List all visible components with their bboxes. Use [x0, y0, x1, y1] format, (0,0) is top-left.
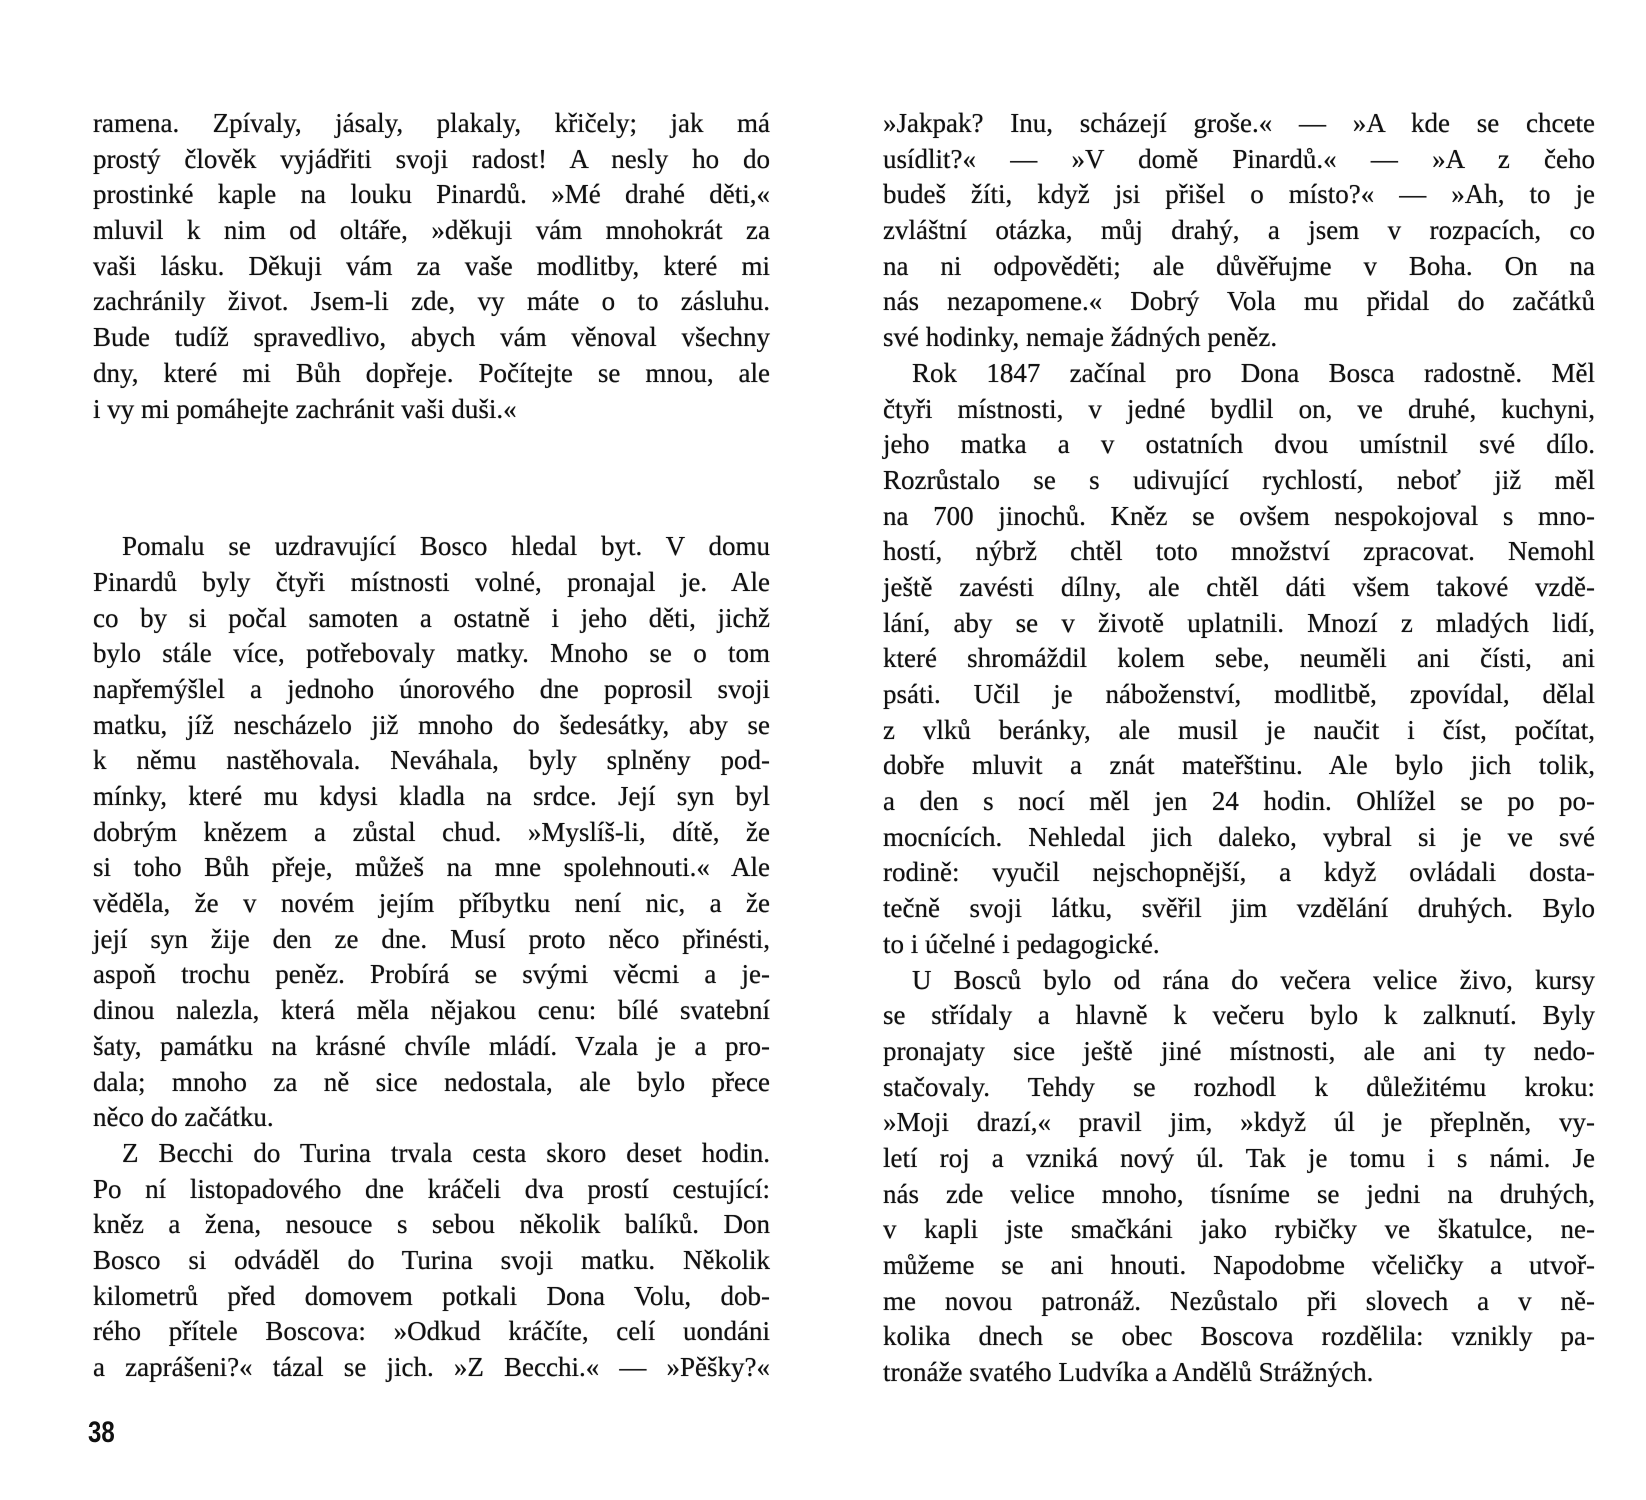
text-line: napřemýšlel a jednoho únorového dne poprosil svoji — [93, 673, 770, 704]
text-line: na ni odpověděti; ale důvěřujme v Boha. On na — [883, 250, 1595, 281]
text-line: v kapli jste smačkáni jako rybičky ve škatulce, ne- — [883, 1214, 1595, 1245]
text-line: rého přítele Boscova: »Odkud kráčíte, celí uondáni — [93, 1316, 770, 1347]
text-line: me novou patronáž. Nezůstalo při slovech a v ně- — [883, 1285, 1595, 1316]
text-line: kolika dnech se obec Boscova rozdělila: vznikly pa- — [883, 1321, 1595, 1352]
text-line: kněz a žena, nesouce s sebou několik balíků. Don — [93, 1209, 770, 1240]
text-line: mínky, které mu kdysi kladla na srdce. Její syn byl — [93, 781, 770, 811]
text-line: ramena. Zpívaly, jásaly, plakaly, křičely; jak má — [93, 108, 770, 138]
text-line: letí roj a vzniká nový úl. Tak je tomu i s námi. Je — [883, 1142, 1595, 1173]
paragraph — [883, 963, 1595, 1391]
text-line: prostinké kaple na louku Pinardů. »Mé drahé děti,« — [93, 179, 770, 210]
paragraph — [93, 529, 770, 1136]
text-line: dobrým knězem a zůstal chud. »Myslíš-li, dítě, že — [93, 816, 770, 847]
paragraph — [93, 106, 770, 427]
text-line: Pinardů byly čtyři místnosti volné, pronajal je. Ale — [93, 566, 770, 597]
text-line: »Jakpak? Inu, scházejí groše.« — »A kde se chcete — [883, 108, 1595, 138]
text-line: aspoň trochu peněz. Probírá se svými věcmi a je- — [93, 959, 770, 990]
text-line: mluvil k nim od oltáře, »děkuji vám mnohokrát za — [93, 215, 770, 246]
paragraph — [93, 1136, 770, 1386]
text-line: tečně svoji látku, svěřil jim vzdělání druhých. Bylo — [883, 893, 1595, 924]
text-line: ještě zavésti dílny, ale chtěl dáti všem takové vzdě- — [883, 571, 1595, 602]
text-line: nás nezapomene.« Dobrý Vola mu přidal do začátků — [883, 286, 1595, 317]
text-line: své hodinky, nemaje žádných peněz. — [883, 322, 1278, 353]
text-line: dobře mluvit a znát mateřštinu. Ale bylo jich tolik, — [883, 750, 1595, 781]
text-line: něco do začátku. — [93, 1102, 274, 1133]
text-line: zachránily život. Jsem-li zde, vy máte o to zásluhu. — [93, 286, 770, 317]
right-page-text — [883, 106, 1595, 1391]
text-line: Rok 1847 začínal pro Dona Bosca radostně. Měl — [912, 357, 1595, 388]
text-line: si toho Bůh přeje, můžeš na mne spolehnouti.« Ale — [93, 852, 770, 883]
text-line: Bosco si odváděl do Turina svoji matku. Několik — [93, 1244, 770, 1275]
text-line: psáti. Učil je náboženství, modlitbě, zpovídal, dělal — [883, 679, 1595, 709]
text-line: Po ní listopadového dne kráčeli dva prostí cestující: — [93, 1173, 770, 1204]
text-line: její syn žije den ze dne. Musí proto něco přinésti, — [93, 923, 770, 954]
text-line: Bude tudíž spravedlivo, abych vám věnoval všechny — [93, 322, 770, 353]
text-line: co by si počal samoten a ostatně i jeho děti, jichž — [93, 602, 770, 633]
text-line: nás zde velice mnoho, tísníme se jedni na druhých, — [883, 1178, 1595, 1209]
text-line: dala; mnoho za ně sice nedostala, ale bylo přece — [93, 1066, 770, 1097]
text-line: rodině: vyučil nejschopnější, a když ovládali dosta- — [883, 857, 1595, 888]
text-line: jeho matka a v ostatních dvou umístnil své dílo. — [883, 429, 1595, 460]
text-line: dny, které mi Bůh dopřeje. Počítejte se mnou, ale — [93, 357, 770, 388]
text-line: vaši lásku. Děkuji vám za vaše modlitby, které mi — [93, 250, 770, 281]
text-line: hostí, nýbrž chtěl toto množství zpracovat. Nemohl — [883, 536, 1595, 567]
text-line: bylo stále více, potřebovaly matky. Mnoho se o tom — [93, 638, 770, 669]
text-line: mocnících. Nehledal jich daleko, vybral si je ve své — [883, 821, 1595, 852]
text-line: věděla, že v novém jejím příbytku není nic, a že — [93, 888, 770, 919]
text-line: i vy mi pomáhejte zachránit vaši duši.« — [93, 393, 517, 424]
text-line: dinou nalezla, která měla nějakou cenu: bílé svatební — [93, 995, 770, 1026]
text-line: »Moji drazí,« pravil jim, »když úl je přeplněn, vy- — [883, 1107, 1595, 1138]
paragraph — [883, 106, 1595, 356]
text-line: a zaprášeni?« tázal se jich. »Z Becchi.« — »Pěšky?« — [93, 1352, 770, 1382]
text-line: U Bosců bylo od rána do večera velice živo, kursy — [912, 964, 1595, 995]
text-line: budeš žíti, když jsi přišel o místo?« — »Ah, to je — [883, 179, 1595, 210]
text-line: Pomalu se uzdravující Bosco hledal byt. V domu — [122, 531, 770, 562]
paragraph — [883, 356, 1595, 963]
text-line: které shromáždil kolem sebe, neuměli ani čísti, ani — [883, 643, 1595, 674]
text-line: můžeme se ani hnouti. Napodobme včeličky a utvoř- — [883, 1250, 1595, 1280]
text-line: z vlků beránky, ale musil je naučit i číst, počítat, — [883, 714, 1595, 745]
text-line: prostý člověk vyjádřiti svoji radost! A nesly ho do — [93, 143, 770, 174]
text-line: Rozrůstalo se s udivující rychlostí, neboť již měl — [883, 464, 1595, 495]
text-line: Z Becchi do Turina trvala cesta skoro deset hodin. — [122, 1137, 770, 1168]
page-number-left: 38 — [88, 1416, 115, 1449]
text-line: šaty, památku na krásné chvíle mládí. Vzala je a pro- — [93, 1030, 770, 1061]
text-line: stačovaly. Tehdy se rozhodl k důležitému kroku: — [883, 1071, 1595, 1102]
text-line: na 700 jinochů. Kněz se ovšem nespokojoval s mno- — [883, 500, 1595, 531]
text-line: pronajaty sice ještě jiné místnosti, ale ani ty nedo- — [883, 1035, 1595, 1066]
text-line: k němu nastěhovala. Neváhala, byly splněny pod- — [93, 745, 770, 776]
text-line: a den s nocí měl jen 24 hodin. Ohlížel se po po- — [883, 786, 1595, 817]
text-line: usídlit?« — »V domě Pinardů.« — »A z čeho — [883, 143, 1595, 174]
text-line: tronáže svatého Ludvíka a Andělů Strážných. — [883, 1357, 1374, 1388]
text-line: kilometrů před domovem potkali Dona Volu, dob- — [93, 1280, 770, 1311]
text-line: lání, aby se v životě uplatnili. Mnozí z mladých lidí, — [883, 607, 1595, 638]
text-line: to i účelné i pedagogické. — [883, 928, 1160, 959]
text-line: se střídaly a hlavně k večeru bylo k zalknutí. Byly — [883, 1000, 1595, 1031]
text-line: matku, jíž nescházelo již mnoho do šedesátky, aby se — [93, 709, 770, 740]
text-line: čtyři místnosti, v jedné bydlil on, ve druhé, kuchyni, — [883, 393, 1595, 424]
left-page-text — [93, 106, 770, 1386]
text-line: zvláštní otázka, můj drahý, a jsem v rozpacích, co — [883, 215, 1595, 246]
